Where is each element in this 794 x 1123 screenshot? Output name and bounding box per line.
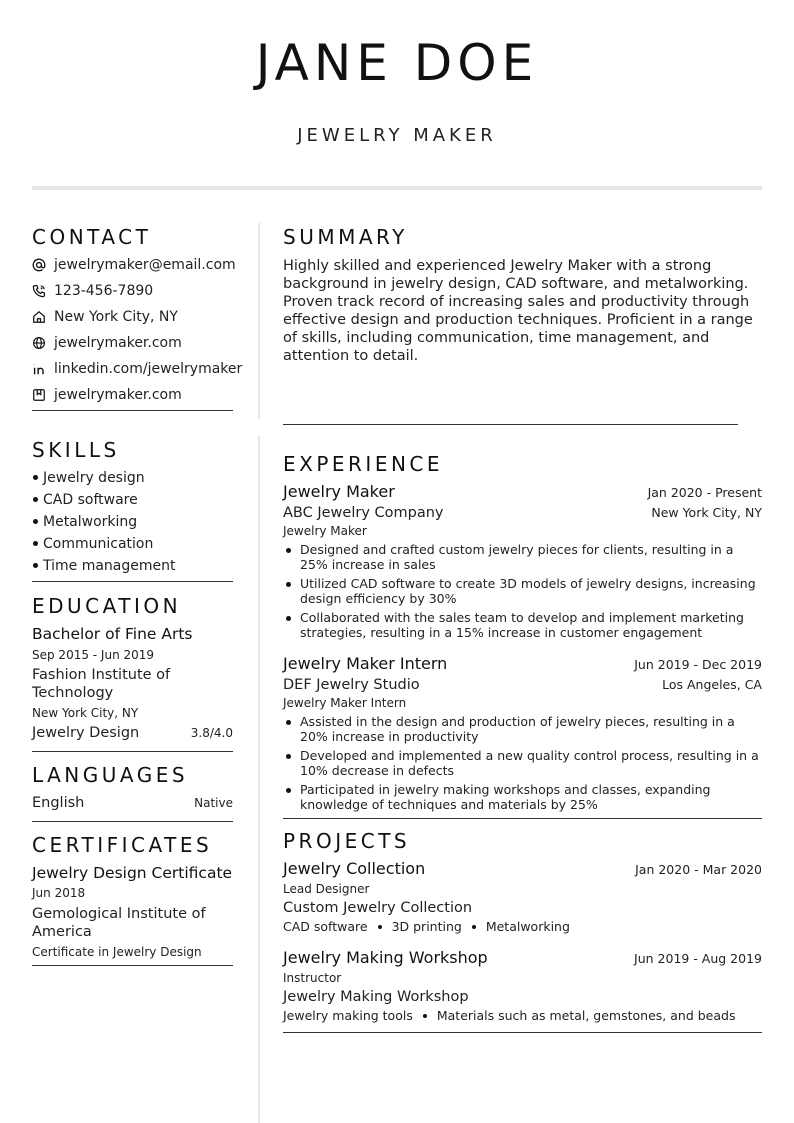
skills-divider xyxy=(32,581,233,582)
job-role: Jewelry Maker Intern xyxy=(283,696,407,710)
contact-portfolio[interactable] xyxy=(32,382,233,408)
skill-text: CAD software xyxy=(43,492,138,508)
project-tag: 3D printing xyxy=(391,919,462,934)
column-divider-top xyxy=(258,223,260,419)
job-company-row xyxy=(283,505,762,521)
resume-role: JEWELRY MAKER xyxy=(297,125,497,146)
project-tag: CAD software xyxy=(283,919,368,934)
projects-divider xyxy=(283,1032,762,1033)
project-name: Jewelry Making Workshop xyxy=(283,948,488,967)
resume-name: JANE DOE xyxy=(255,34,539,92)
job-entry xyxy=(283,482,762,640)
right-column xyxy=(283,224,762,1033)
bullet-icon xyxy=(33,563,38,568)
languages-divider xyxy=(32,821,233,822)
job-company-row xyxy=(283,677,762,693)
job-company: ABC Jewelry Company xyxy=(283,505,444,521)
bullet-icon xyxy=(33,519,38,524)
skill-item xyxy=(32,533,233,555)
project-dates: Jan 2020 - Mar 2020 xyxy=(635,862,762,877)
certificate-issuer: Gemological Institute of America xyxy=(32,906,206,940)
skill-text: Time management xyxy=(43,558,176,574)
project-tags xyxy=(283,919,762,934)
job-bullet: Participated in jewelry making workshops and classes, expanding knowledge of techniques and materials by 25% xyxy=(283,782,762,812)
linkedin-icon xyxy=(32,362,46,376)
education-section xyxy=(32,593,233,752)
project-tags xyxy=(283,1008,762,1023)
languages-section xyxy=(32,762,233,822)
skills-section xyxy=(32,437,233,582)
contact-linkedin-text: linkedin.com/jewelrymaker xyxy=(54,361,243,377)
left-column xyxy=(32,224,243,966)
job-header xyxy=(283,654,762,673)
contact-email-text: jewelrymaker@email.com xyxy=(54,257,236,273)
skill-text: Communication xyxy=(43,536,154,552)
project-name: Jewelry Collection xyxy=(283,859,426,878)
education-title: EDUCATION xyxy=(32,594,182,618)
skill-item xyxy=(32,555,233,577)
education-dates: Sep 2015 - Jun 2019 xyxy=(32,648,155,662)
project-tag: Jewelry making tools xyxy=(283,1008,413,1023)
certificate-date: Jun 2018 xyxy=(32,886,86,900)
contact-website[interactable] xyxy=(32,330,233,356)
separator-dot-icon xyxy=(423,1014,427,1018)
education-divider xyxy=(32,751,233,752)
education-gpa: 3.8/4.0 xyxy=(190,726,233,740)
home-icon xyxy=(32,310,46,324)
skills-title: SKILLS xyxy=(32,438,120,462)
language-name: English xyxy=(32,795,85,811)
job-title: Jewelry Maker Intern xyxy=(283,654,448,673)
separator-dot-icon xyxy=(378,925,382,929)
job-title: Jewelry Maker xyxy=(283,482,395,501)
summary-section xyxy=(283,224,762,425)
project-subtitle: Custom Jewelry Collection xyxy=(283,900,473,916)
project-entry xyxy=(283,859,762,934)
contact-email[interactable] xyxy=(32,252,236,278)
contact-section xyxy=(32,224,243,411)
contact-location xyxy=(32,304,233,330)
contact-phone-text: 123-456-7890 xyxy=(54,283,154,299)
languages-title: LANGUAGES xyxy=(32,763,189,787)
experience-title: EXPERIENCE xyxy=(283,452,444,476)
education-school: Fashion Institute of Technology xyxy=(32,667,171,701)
job-header xyxy=(283,482,762,501)
job-bullet: Collaborated with the sales team to develop and implement marketing strategies, resulting in a 15% increase in customer engagement xyxy=(283,610,762,640)
certificates-section xyxy=(32,832,233,966)
job-location: Los Angeles, CA xyxy=(662,677,762,692)
education-degree: Bachelor of Fine Arts xyxy=(32,625,193,643)
phone-icon xyxy=(32,284,46,298)
project-role: Instructor xyxy=(283,971,342,985)
skill-item xyxy=(32,489,233,511)
project-dates: Jun 2019 - Aug 2019 xyxy=(634,951,762,966)
experience-section xyxy=(283,451,762,819)
summary-text: Highly skilled and experienced Jewelry Maker with a strong background in jewelry design, CAD software, and metalworking. Proven track record of increasing sales and productivity through effective design and production techniques. Proficient in a range of skills, including communication, time management, and attention to detail. xyxy=(283,258,753,364)
job-dates: Jun 2019 - Dec 2019 xyxy=(634,657,762,672)
certificates-divider xyxy=(32,965,233,966)
globe-icon xyxy=(32,336,46,350)
job-bullets xyxy=(283,542,762,640)
language-level: Native xyxy=(194,796,233,810)
bullet-icon xyxy=(33,475,38,480)
language-item xyxy=(32,794,233,812)
bookmark-icon xyxy=(32,388,46,402)
education-location: New York City, NY xyxy=(32,706,139,720)
bullet-icon xyxy=(33,541,38,546)
summary-divider xyxy=(283,424,738,425)
job-bullet: Developed and implemented a new quality control process, resulting in a 10% decrease in defects xyxy=(283,748,762,778)
contact-location-text: New York City, NY xyxy=(54,309,178,325)
separator-dot-icon xyxy=(472,925,476,929)
education-field: Jewelry Design xyxy=(32,725,140,741)
contact-title: CONTACT xyxy=(32,225,152,249)
header-divider xyxy=(32,186,762,190)
skill-item xyxy=(32,511,233,533)
skill-text: Jewelry design xyxy=(43,470,145,486)
project-entry xyxy=(283,948,762,1023)
certificates-title: CERTIFICATES xyxy=(32,833,213,857)
experience-divider xyxy=(283,818,762,819)
project-header xyxy=(283,859,762,878)
education-field-row xyxy=(32,724,233,742)
job-bullets xyxy=(283,714,762,812)
job-bullet: Utilized CAD software to create 3D models of jewelry designs, increasing design efficiency by 30% xyxy=(283,576,762,606)
project-tag: Metalworking xyxy=(485,919,570,934)
bullet-icon xyxy=(33,497,38,502)
job-entry xyxy=(283,654,762,812)
project-role: Lead Designer xyxy=(283,882,370,896)
project-tag: Materials such as metal, gemstones, and beads xyxy=(436,1008,736,1023)
job-role: Jewelry Maker xyxy=(283,524,367,538)
contact-divider xyxy=(32,410,233,411)
skill-item xyxy=(32,467,233,489)
projects-title: PROJECTS xyxy=(283,829,411,853)
project-header xyxy=(283,948,762,967)
projects-section xyxy=(283,828,762,1033)
job-bullet: Assisted in the design and production of jewelry pieces, resulting in a 20% increase in productivity xyxy=(283,714,762,744)
job-location: New York City, NY xyxy=(651,505,762,520)
job-dates: Jan 2020 - Present xyxy=(647,485,762,500)
at-icon xyxy=(32,258,46,272)
skill-text: Metalworking xyxy=(43,514,138,530)
certificate-name: Jewelry Design Certificate xyxy=(32,864,233,882)
job-bullet: Designed and crafted custom jewelry pieces for clients, resulting in a 25% increase in sales xyxy=(283,542,762,572)
certificate-description: Certificate in Jewelry Design xyxy=(32,945,202,959)
project-subtitle: Jewelry Making Workshop xyxy=(283,989,469,1005)
contact-portfolio-text: jewelrymaker.com xyxy=(54,387,182,403)
job-company: DEF Jewelry Studio xyxy=(283,677,420,693)
contact-phone[interactable] xyxy=(32,278,233,304)
contact-linkedin[interactable] xyxy=(32,356,243,382)
summary-title: SUMMARY xyxy=(283,225,408,249)
column-divider-bottom xyxy=(258,436,260,1123)
contact-website-text: jewelrymaker.com xyxy=(54,335,182,351)
